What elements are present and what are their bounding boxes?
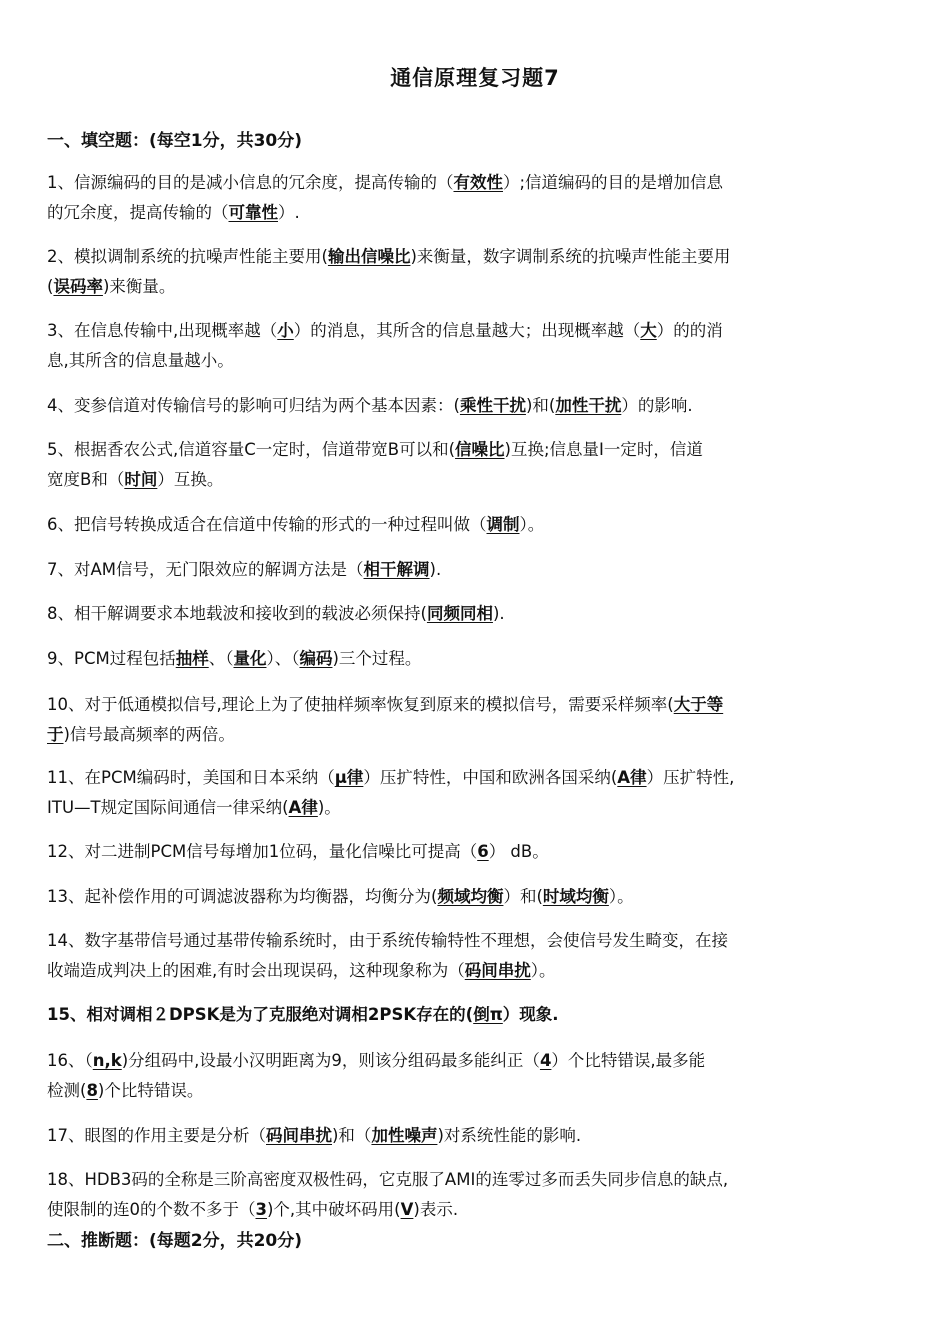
- question-text: )个,其中破坏码用(: [266, 1200, 401, 1219]
- question-text: 检测(: [47, 1081, 87, 1100]
- question-text: ITU—T规定国际间通信一律采纳(: [47, 798, 289, 817]
- question-line: [47, 555, 905, 585]
- answer-text: 可靠性: [228, 203, 278, 222]
- question-line: [47, 316, 905, 346]
- question-text: 15、相对调相２DPSK是为了克服绝对调相2PSK存在的(: [47, 1005, 474, 1024]
- question-text: ）互换。: [157, 470, 224, 489]
- question-line: [47, 956, 905, 986]
- question-text: ）;信道编码的目的是增加信息: [503, 173, 724, 192]
- question-text: 1、信源编码的目的是减小信息的冗余度，提高传输的（: [47, 173, 454, 192]
- question-text: 13、起补偿作用的可调滤波器称为均衡器，均衡分为(: [47, 887, 438, 906]
- question-text: 9、PCM过程包括: [47, 649, 176, 668]
- answer-text: 加性噪声: [371, 1126, 438, 1145]
- question-item: [47, 435, 905, 495]
- question-text: )信号最高频率的两倍。: [63, 725, 235, 744]
- question-text: )表示.: [413, 1200, 459, 1219]
- question-text: ）、（: [266, 649, 300, 668]
- question-text: ）的影响.: [621, 396, 693, 415]
- answer-text: A律: [288, 798, 318, 817]
- question-line: [47, 1121, 905, 1151]
- answer-text: 信噪比: [455, 440, 505, 459]
- question-item: [47, 882, 905, 912]
- question-text: ）压扩特性，中国和欧洲各国采纳(: [363, 768, 618, 787]
- answer-text: 大: [640, 321, 657, 340]
- question-text: ） dB。: [488, 842, 549, 861]
- question-text: 11、在PCM编码时，美国和日本采纳（: [47, 768, 335, 787]
- question-text: 14、数字基带信号通过基带传输系统时，由于系统传输特性不理想，会使信号发生畸变，在接: [47, 931, 728, 950]
- question-line: [47, 168, 905, 198]
- question-text: ）个比特错误,最多能: [551, 1051, 706, 1070]
- question-line: [47, 644, 905, 674]
- question-line: [47, 1165, 905, 1195]
- question-text: ）。: [608, 887, 634, 906]
- section-heading-fill-in: 一、填空题：(每空1分，共30分): [47, 131, 303, 151]
- answer-text: 6: [477, 842, 489, 861]
- question-item: [47, 690, 905, 750]
- question-text: )和(: [525, 396, 556, 415]
- question-line: [47, 242, 905, 272]
- answer-text: 输出信噪比: [327, 247, 411, 266]
- question-item: [47, 1121, 905, 1151]
- question-line: [47, 763, 905, 793]
- question-text: )来衡量。: [102, 277, 176, 296]
- answer-text: 编码: [299, 649, 333, 668]
- question-item: [47, 599, 905, 629]
- question-text: )个比特错误。: [97, 1081, 204, 1100]
- question-item: [47, 316, 905, 376]
- question-item: [47, 242, 905, 302]
- question-text: )。: [317, 798, 341, 817]
- question-text: 5、根据香农公式,信道容量C一定时，信道带宽B可以和(: [47, 440, 456, 459]
- question-text: )三个过程。: [332, 649, 422, 668]
- answer-text: 有效性: [453, 173, 503, 192]
- answer-text: 量化: [233, 649, 267, 668]
- answer-text: 乘性干扰: [459, 396, 526, 415]
- question-text: (: [47, 277, 54, 296]
- question-line: [47, 1076, 905, 1106]
- answer-text: n,k: [92, 1051, 122, 1070]
- question-text: 3、在信息传输中,出现概率越（: [47, 321, 278, 340]
- question-text: ）的消息，其所含的信息量越大；出现概率越（: [293, 321, 641, 340]
- question-line: [47, 1046, 905, 1076]
- question-text: 2、模拟调制系统的抗噪声性能主要用(: [47, 247, 328, 266]
- answer-text: 码间串扰: [266, 1126, 332, 1145]
- question-item: [47, 168, 905, 228]
- question-item: [47, 1000, 905, 1030]
- answer-text: 3: [255, 1200, 267, 1219]
- question-text: 收端造成判决上的困难,有时会出现误码，这种现象称为（: [47, 961, 465, 980]
- question-item: [47, 391, 905, 421]
- question-text: )互换;信息量I一定时，信道: [504, 440, 703, 459]
- question-text: 宽度B和（: [47, 470, 125, 489]
- question-text: )和（: [332, 1126, 372, 1145]
- answer-text: 同频同相: [426, 604, 493, 623]
- question-text: 12、对二进制PCM信号每增加1位码，量化信噪比可提高（: [47, 842, 478, 861]
- answer-text: 8: [86, 1081, 98, 1100]
- question-text: ）。: [519, 515, 545, 534]
- question-item: [47, 926, 905, 986]
- answer-text: 相干解调: [363, 560, 430, 579]
- question-line: [47, 391, 905, 421]
- answer-text: 加性干扰: [555, 396, 622, 415]
- answer-text: 倒π: [473, 1005, 503, 1024]
- question-item: [47, 555, 905, 585]
- question-line: [47, 882, 905, 912]
- question-line: [47, 510, 905, 540]
- answer-text: 调制: [486, 515, 520, 534]
- answer-text: 大于等: [673, 695, 724, 714]
- question-line: [47, 926, 905, 956]
- question-line: [47, 198, 905, 228]
- question-text: 18、HDB3码的全称是三阶高密度双极性码，它克服了AMI的连零过多而丢失同步信息的缺点,: [47, 1170, 729, 1189]
- question-text: ）压扩特性,: [646, 768, 735, 787]
- question-line: [47, 837, 905, 867]
- answer-text: 码间串扰: [464, 961, 531, 980]
- section-heading-judgement: 二、推断题：(每题2分，共20分): [47, 1231, 303, 1251]
- question-text: ）和(: [503, 887, 543, 906]
- question-item: [47, 837, 905, 867]
- question-text: ).: [492, 604, 505, 623]
- question-text: 17、眼图的作用主要是分析（: [47, 1126, 266, 1145]
- question-text: 、（: [208, 649, 234, 668]
- question-text: 的冗余度，提高传输的（: [47, 203, 229, 222]
- answer-text: 时间: [124, 470, 158, 489]
- question-text: )分组码中,设最小汉明距离为9，则该分组码最多能纠正（: [121, 1051, 540, 1070]
- question-text: 7、对AM信号，无门限效应的解调方法是（: [47, 560, 364, 579]
- question-text: 使限制的连0的个数不多于（: [47, 1200, 256, 1219]
- question-item: [47, 1046, 905, 1106]
- answer-text: 频域均衡: [437, 887, 504, 906]
- question-item: [47, 644, 905, 674]
- question-text: ）.: [278, 203, 300, 222]
- question-text: 8、相干解调要求本地载波和接收到的载波必须保持(: [47, 604, 427, 623]
- question-line: [47, 599, 905, 629]
- question-text: ）。: [530, 961, 556, 980]
- question-text: )对系统性能的影响.: [437, 1126, 582, 1145]
- page-title: 通信原理复习题7: [390, 66, 560, 90]
- answer-text: A律: [617, 768, 647, 787]
- question-line: [47, 1195, 905, 1225]
- question-line: [47, 272, 905, 302]
- answer-text: V: [400, 1200, 414, 1219]
- question-line: [47, 720, 905, 750]
- question-text: 息,其所含的信息量越小。: [47, 351, 234, 370]
- question-text: 16、（: [47, 1051, 93, 1070]
- answer-text: 抽样: [175, 649, 209, 668]
- answer-text: 小: [277, 321, 294, 340]
- question-text: ）的的消: [656, 321, 723, 340]
- answer-text: 于: [47, 725, 64, 744]
- question-text: )来衡量，数字调制系统的抗噪声性能主要用: [410, 247, 731, 266]
- answer-text: 时域均衡: [542, 887, 609, 906]
- question-line: [47, 793, 905, 823]
- question-line: [47, 346, 905, 376]
- question-text: 10、对于低通模拟信号,理论上为了使抽样频率恢复到原来的模拟信号，需要采样频率(: [47, 695, 674, 714]
- question-line: [47, 435, 905, 465]
- question-line: [47, 690, 905, 720]
- question-text: ).: [429, 560, 442, 579]
- answer-text: 4: [539, 1051, 552, 1070]
- question-line: [47, 465, 905, 495]
- question-text: 4、变参信道对传输信号的影响可归结为两个基本因素：(: [47, 396, 460, 415]
- question-text: 6、把信号转换成适合在信道中传输的形式的一种过程叫做（: [47, 515, 487, 534]
- answer-text: 误码率: [53, 277, 103, 296]
- question-item: [47, 510, 905, 540]
- question-item: [47, 763, 905, 823]
- question-item: [47, 1165, 905, 1225]
- question-text: ）现象.: [502, 1005, 559, 1024]
- answer-text: μ律: [334, 768, 364, 787]
- question-line: [47, 1000, 905, 1030]
